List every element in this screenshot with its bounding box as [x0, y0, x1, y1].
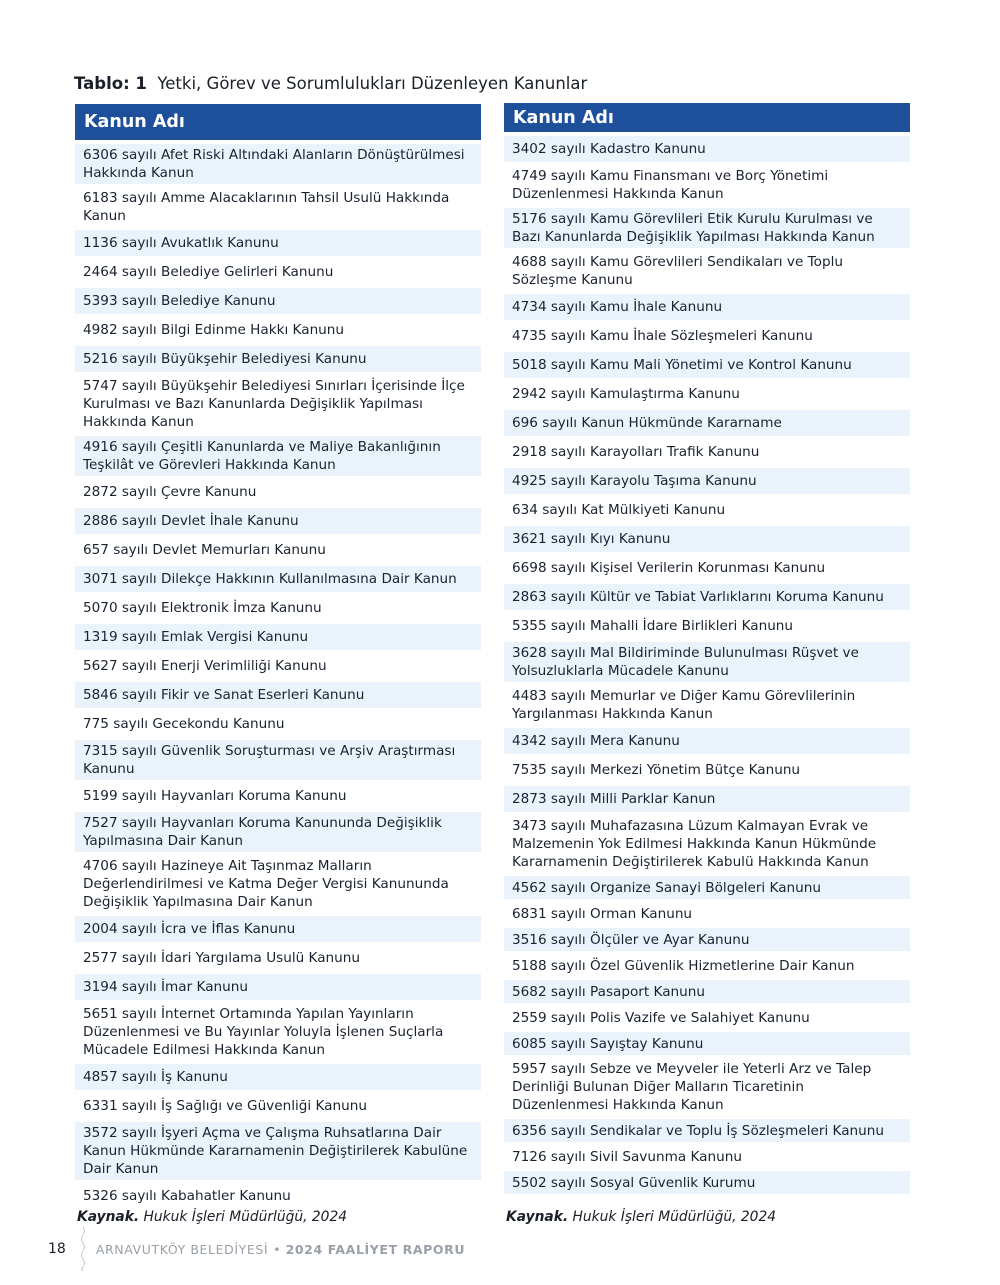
table-row: 6698 sayılı Kişisel Verilerin Korunması Kanunu	[504, 555, 910, 581]
table-row: 4749 sayılı Kamu Finansmanı ve Borç Yönetimi Düzenlenmesi Hakkında Kanun	[504, 165, 910, 205]
page-footer	[48, 1240, 465, 1258]
table-row: 1136 sayılı Avukatlık Kanunu	[75, 230, 481, 256]
wave-divider-icon	[80, 1227, 86, 1271]
table-row: 5627 sayılı Enerji Verimliliği Kanunu	[75, 653, 481, 679]
table-row: 4342 sayılı Mera Kanunu	[504, 728, 910, 754]
table-row: 4562 sayılı Organize Sanayi Bölgeleri Kanunu	[504, 876, 910, 899]
source-label: Kaynak.	[77, 1209, 140, 1225]
source-note-right	[506, 1209, 776, 1225]
table-row: 5393 sayılı Belediye Kanunu	[75, 288, 481, 314]
table-row: 2464 sayılı Belediye Gelirleri Kanunu	[75, 259, 481, 285]
table-row: 2577 sayılı İdari Yargılama Usulü Kanunu	[75, 945, 481, 971]
table-row: 3516 sayılı Ölçüler ve Ayar Kanunu	[504, 928, 910, 951]
laws-table-right	[504, 103, 910, 1197]
table-row: 2873 sayılı Milli Parklar Kanun	[504, 786, 910, 812]
table-row: 6331 sayılı İş Sağlığı ve Güvenliği Kanunu	[75, 1093, 481, 1119]
table-row: 5651 sayılı İnternet Ortamında Yapılan Yayınların Düzenlenmesi ve Bu Yayınlar Yoluyla İşlenen Suçlarla Mücadele Edilmesi Hakkında Kanun	[75, 1003, 481, 1061]
table-row: 3402 sayılı Kadastro Kanunu	[504, 136, 910, 162]
table-row: 6356 sayılı Sendikalar ve Toplu İş Sözleşmeleri Kanunu	[504, 1119, 910, 1142]
table-body	[504, 132, 910, 1194]
table-row: 4735 sayılı Kamu İhale Sözleşmeleri Kanunu	[504, 323, 910, 349]
table-row: 657 sayılı Devlet Memurları Kanunu	[75, 537, 481, 563]
caption-label: Tablo: 1	[74, 74, 147, 93]
source-text: Hukuk İşleri Müdürlüğü, 2024	[143, 1209, 347, 1225]
table-row: 5199 sayılı Hayvanları Koruma Kanunu	[75, 783, 481, 809]
table-row: 4688 sayılı Kamu Görevlileri Sendikaları ve Toplu Sözleşme Kanunu	[504, 251, 910, 291]
table-row: 4734 sayılı Kamu İhale Kanunu	[504, 294, 910, 320]
table-row: 7315 sayılı Güvenlik Soruşturması ve Arşiv Araştırması Kanunu	[75, 740, 481, 780]
table-row: 2559 sayılı Polis Vazife ve Salahiyet Kanunu	[504, 1006, 910, 1029]
table-row: 7126 sayılı Sivil Savunma Kanunu	[504, 1145, 910, 1168]
table-row: 3572 sayılı İşyeri Açma ve Çalışma Ruhsatlarına Dair Kanun Hükmünde Kararnamenin Değiştirilerek Kabulüne Dair Kanun	[75, 1122, 481, 1180]
table-row: 1319 sayılı Emlak Vergisi Kanunu	[75, 624, 481, 650]
footer-report: 2024 FAALİYET RAPORU	[285, 1241, 466, 1257]
footer-separator: •	[273, 1241, 281, 1257]
table-row: 5355 sayılı Mahalli İdare Birlikleri Kanunu	[504, 613, 910, 639]
table-row: 696 sayılı Kanun Hükmünde Kararname	[504, 410, 910, 436]
footer-org: ARNAVUTKÖY BELEDİYESİ	[95, 1241, 269, 1257]
table-row: 2004 sayılı İcra ve İflas Kanunu	[75, 916, 481, 942]
table-row: 4925 sayılı Karayolu Taşıma Kanunu	[504, 468, 910, 494]
caption-title: Yetki, Görev ve Sorumlulukları Düzenleyen Kanunlar	[157, 74, 588, 93]
table-row: 4916 sayılı Çeşitli Kanunlarda ve Maliye Bakanlığının Teşkilât ve Görevleri Hakkında Kanun	[75, 436, 481, 476]
table-row: 775 sayılı Gecekondu Kanunu	[75, 711, 481, 737]
table-row: 5176 sayılı Kamu Görevlileri Etik Kurulu Kurulması ve Bazı Kanunlarda Değişiklik Yapılması Hakkında Kanun	[504, 208, 910, 248]
source-label: Kaynak.	[506, 1209, 569, 1225]
table-row: 2863 sayılı Kültür ve Tabiat Varlıklarını Koruma Kanunu	[504, 584, 910, 610]
table-row: 5846 sayılı Fikir ve Sanat Eserleri Kanunu	[75, 682, 481, 708]
page-number: 18	[48, 1241, 66, 1257]
table-row: 5957 sayılı Sebze ve Meyveler ile Yeterli Arz ve Talep Derinliği Bulunan Diğer Malların Ticaretinin Düzenlenmesi Hakkında Kanun	[504, 1058, 910, 1116]
table-row: 3071 sayılı Dilekçe Hakkının Kullanılmasına Dair Kanun	[75, 566, 481, 592]
table-row: 4857 sayılı İş Kanunu	[75, 1064, 481, 1090]
table-row: 5682 sayılı Pasaport Kanunu	[504, 980, 910, 1003]
table-row: 2942 sayılı Kamulaştırma Kanunu	[504, 381, 910, 407]
table-row: 4706 sayılı Hazineye Ait Taşınmaz Malların Değerlendirilmesi ve Katma Değer Vergisi Kanununda Değişiklik Yapılmasına Dair Kanun	[75, 855, 481, 913]
table-header: Kanun Adı	[75, 104, 481, 140]
table-row: 634 sayılı Kat Mülkiyeti Kanunu	[504, 497, 910, 523]
table-row: 3473 sayılı Muhafazasına Lüzum Kalmayan Evrak ve Malzemenin Yok Edilmesi Hakkında Kanun Hükmünde Kararnamenin Değiştirilerek Kabulü Hakkında Kanun	[504, 815, 910, 873]
source-note-left	[77, 1209, 347, 1225]
table-row: 4483 sayılı Memurlar ve Diğer Kamu Görevlilerinin Yargılanması Hakkında Kanun	[504, 685, 910, 725]
table-row: 6306 sayılı Afet Riski Altındaki Alanların Dönüştürülmesi Hakkında Kanun	[75, 144, 481, 184]
table-row: 5188 sayılı Özel Güvenlik Hizmetlerine Dair Kanun	[504, 954, 910, 977]
table-row: 5216 sayılı Büyükşehir Belediyesi Kanunu	[75, 346, 481, 372]
table-caption	[74, 74, 587, 93]
table-row: 5747 sayılı Büyükşehir Belediyesi Sınırları İçerisinde İlçe Kurulması ve Bazı Kanunlarda Değişiklik Yapılması Hakkında Kanun	[75, 375, 481, 433]
table-row: 6085 sayılı Sayıştay Kanunu	[504, 1032, 910, 1055]
table-row: 6831 sayılı Orman Kanunu	[504, 902, 910, 925]
table-row: 3194 sayılı İmar Kanunu	[75, 974, 481, 1000]
table-row: 5070 sayılı Elektronik İmza Kanunu	[75, 595, 481, 621]
table-row: 4982 sayılı Bilgi Edinme Hakkı Kanunu	[75, 317, 481, 343]
table-row: 2918 sayılı Karayolları Trafik Kanunu	[504, 439, 910, 465]
table-row: 7527 sayılı Hayvanları Koruma Kanununda Değişiklik Yapılmasına Dair Kanun	[75, 812, 481, 852]
source-text: Hukuk İşleri Müdürlüğü, 2024	[572, 1209, 776, 1225]
table-row: 2886 sayılı Devlet İhale Kanunu	[75, 508, 481, 534]
table-row: 7535 sayılı Merkezi Yönetim Bütçe Kanunu	[504, 757, 910, 783]
table-row: 6183 sayılı Amme Alacaklarının Tahsil Usulü Hakkında Kanun	[75, 187, 481, 227]
table-header: Kanun Adı	[504, 103, 910, 132]
table-row: 5326 sayılı Kabahatler Kanunu	[75, 1183, 481, 1209]
table-row: 5018 sayılı Kamu Mali Yönetimi ve Kontrol Kanunu	[504, 352, 910, 378]
table-row: 2872 sayılı Çevre Kanunu	[75, 479, 481, 505]
table-row: 3628 sayılı Mal Bildiriminde Bulunulması Rüşvet ve Yolsuzluklarla Mücadele Kanunu	[504, 642, 910, 682]
table-body	[75, 140, 481, 1209]
table-row: 3621 sayılı Kıyı Kanunu	[504, 526, 910, 552]
table-row: 5502 sayılı Sosyal Güvenlik Kurumu	[504, 1171, 910, 1194]
laws-table-left	[75, 104, 481, 1212]
